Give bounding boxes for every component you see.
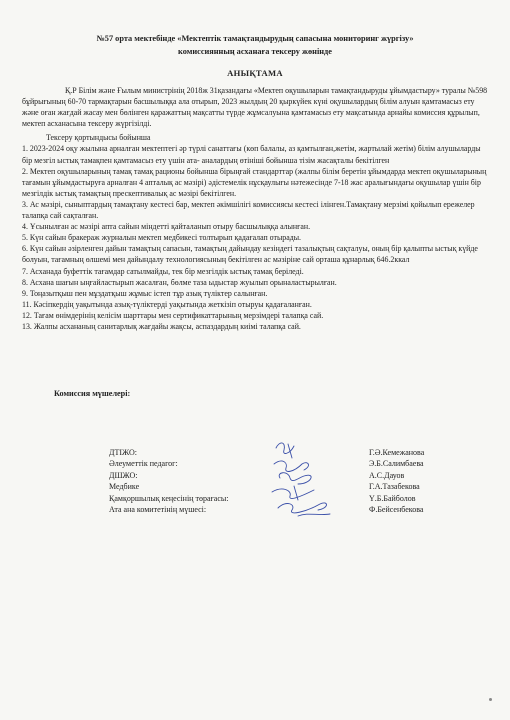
document-title-line1: №57 орта мектебінде «Мектептік тамақтандырудың сапасына мониторинг жүргізу»: [96, 34, 414, 43]
member-row: [109, 470, 489, 481]
member-row: [109, 493, 489, 504]
member-name: Ү.Б.Байболов: [369, 493, 416, 503]
list-item: 12. Тағам өнімдерінің келісім шарттары мен сертификаттарының мерзімдері талапқа сай.: [22, 310, 324, 320]
findings-list: [22, 143, 492, 332]
member-role: ДШЖО:: [109, 470, 138, 480]
member-name: А.С.Дауов: [369, 470, 405, 480]
member-row: [109, 481, 489, 492]
document-heading: АНЫҚТАМА: [227, 68, 283, 78]
list-item: 7. Асханада буфеттік тағамдар сатылмайды, тек бір мезгілдік ыстық тамақ беріледі.: [22, 266, 304, 276]
list-item: 1. 2023-2024 оқу жылына арналған мектептегі әр түрлі санаттағы (көп балалы, аз қамтылған,жетім, жартылай жетім) білім алушыларды бір мезгіл ыстық тамақпен қамтамасыз ету үшін ата- аналардың өтініші бойынша тізім жасақталы бекітілген: [22, 144, 481, 165]
member-row: [109, 447, 489, 458]
member-role: Қамқоршылық кеңесінің төрағасы:: [109, 493, 229, 503]
member-name: Э.Б.Салимбаева: [369, 459, 424, 469]
document-body: [22, 85, 492, 332]
list-item: 8. Асхана шағын ыңғайластырып жасалған, бөлме таза ыдыстар жуылып орыналастырылған.: [22, 277, 337, 287]
member-name: Ф.Бейсенбекова: [369, 504, 424, 514]
member-role: Ата ана комитетінің мүшесі:: [109, 504, 207, 514]
commission-members: [109, 447, 489, 515]
intro-paragraph: Қ.Р Білім және Ғылым министрінің 2018ж 31қазандағы «Мектеп оқушыларын тамақтандыруды ұйымдастыру» туралы №598 бұйрығының 60-70 тармақтарын басшылыққа ала отырып, 2023 жылдың 20 қыркүйек күні оқушылардың білім алуын қамтамасыз ету және оған жағдай жасау мен бөлінген қаражаттың мақсатты түрде жұмсалуына қамтамасыз ету мақсатында арнайы комиссия құрылып, мектеп асханасына тексеру жүргізілді.: [22, 86, 488, 129]
list-item: 5. Күн сайын бракераж журналын мектеп медбикесі толтырып қадағалап отырады.: [22, 233, 302, 243]
member-role: Әлеуметтік педагог:: [109, 459, 178, 469]
results-subheading: Тексеру қортындысы бойынша: [46, 133, 151, 143]
list-item: 13. Жалпы асхананың санитарлық жағдайы жақсы, аспаздардың киімі талапқа сай.: [22, 321, 301, 331]
scan-mark: [489, 698, 492, 701]
member-name: Г.Ә.Кемежанова: [369, 448, 425, 457]
member-row: [109, 504, 489, 515]
list-item: 4. Ұсынылған ас мәзірі апта сайын міндетті қайталанып отыру басшылыққа алынған.: [22, 222, 311, 232]
member-role: ДТІЖО:: [109, 448, 137, 457]
list-item: 11. Кәсіпкердің уақытында азық-түліктерді уақытында жеткізіп отыруы қадағаланған.: [22, 299, 312, 309]
member-name: Г.А.Тазабекова: [369, 482, 420, 492]
list-item: 9. Тоңазытқыш пен мұздатқыш жұмыс істеп тұр азық түліктер салынған.: [22, 288, 268, 298]
list-item: 3. Ас мәзірі, сыныптардың тамақтану кестесі бар, мектеп әкімшілігі комиссиясы кестесі ілінген.Тамақтану мерзімі қойылып ережелер талапқа сай сақталған.: [22, 199, 475, 221]
list-item: 6. Күн сайын әзірленген дайын тамақтың сапасын, тамақтың дайындау кезіндегі тазалықтың сақталуы, оның бір қалыпты ыстық күйде болуын, тағамның өлшемі мен дайындалу технологиясының бекітілген ас мәзіріне сай орташа құнарлық 646.2ккал: [22, 244, 478, 265]
document-title-line2: комиссиянның асханаға тексеру жөнінде: [178, 47, 332, 56]
member-role: Медбике: [109, 482, 140, 492]
commission-title: Комиссия мүшелері:: [54, 389, 131, 398]
member-row: [109, 458, 489, 469]
list-item: 2. Мектеп оқушыларының тамақ тамақ рационы бойынша бірыңғай стандарттар (жалпы білім беретін ұйымдарда мектеп оқушыларының тағамын ұйымдастыруға арналған 4 апталық ас мәзірі) әдістемелік нұсқаулығы нәтежесінде 7-18 жас аралығындағы оқушылар үшін бір мезгілдік ыстық тамақтың прескептивалық ас мәзірі бекітілген.: [22, 166, 487, 198]
